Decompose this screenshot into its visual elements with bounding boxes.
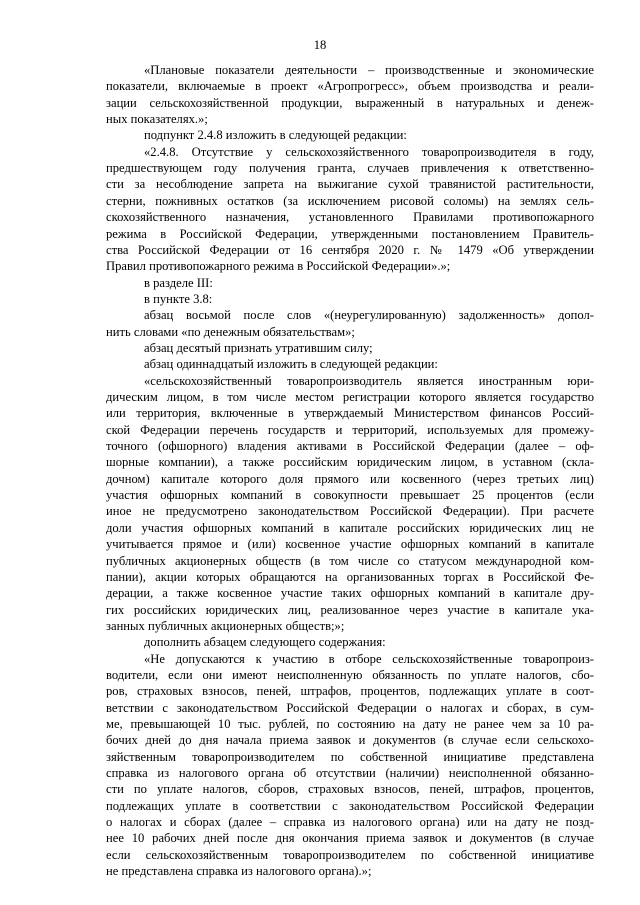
text-line: участия офшорных компаний в совокупности превышает 25 процентов (если — [106, 488, 594, 503]
text-line: точного (офшорного) владения активами в Российской Федерации (далее – оф- — [106, 439, 594, 454]
text-line: публичных акционерных обществ (в том числе со статусом международной ком- — [106, 553, 594, 568]
text-line: ства Российской Федерации от 16 сентября 2020 г. № 1479 «Об утверждении — [106, 242, 594, 257]
text-line: Правил противопожарного режима в Российской Федерации».»; — [106, 259, 451, 274]
text-line: дическим лицом, в том числе местом регистрации которого является государство — [106, 390, 594, 404]
text-line: бочих дней до дня начала приема заявок и документов (в случае если сельскохо- — [106, 733, 594, 748]
text-line: предшествующем году получения гранта, случаев привлечения к ответственно- — [106, 161, 594, 176]
text-line: абзац одиннадцатый изложить в следующей редакции: — [144, 357, 438, 372]
text-line: «сельскохозяйственный товаропроизводитель является иностранным юри- — [144, 373, 594, 388]
text-line: ных показателях.»; — [106, 112, 208, 127]
text-line: абзац восьмой после слов «(неурегулированную) задолженность» допол- — [144, 308, 594, 323]
text-line: дополнить абзацем следующего содержания: — [144, 635, 386, 650]
text-line: ской Федерации перечень государств и территорий, используемых для промежу- — [106, 422, 594, 437]
text-line: «2.4.8. Отсутствие у сельскохозяйственного товаропроизводителя в году, — [144, 144, 594, 159]
text-line: иное не предусмотрено законодательством Российской Федерации). При расчете — [106, 504, 594, 519]
text-line: сти за несоблюдение запрета на выжигание сухой травянистой растительности, — [106, 177, 594, 192]
text-line: доли участия офшорных компаний в капитале российских юридических лиц не — [106, 520, 594, 535]
text-line: если сельскохозяйственным товаропроизводителем по собственной инициативе — [106, 847, 594, 862]
text-line: нее 10 рабочих дней после дня окончания приема заявок и документов (в случае — [106, 831, 594, 846]
text-line: сти по уплате налогов, сборов, страховых взносов, пеней, штрафов, процентов, — [106, 782, 594, 797]
text-line: абзац десятый признать утратившим силу; — [144, 340, 373, 355]
text-line: в разделе III: — [144, 275, 213, 290]
text-line: шорные компании), а также российским юридическим лицом, в уставном (скла- — [106, 455, 594, 470]
text-line: «Не допускаются к участию в отборе сельскохозяйственные товаропроиз- — [144, 651, 594, 666]
text-line: дочном) капитале которого доля прямого или косвенного (через третьих лиц) — [106, 471, 594, 486]
text-line: подлежащих уплате в соответствии с законодательством Российской Федерации — [106, 798, 594, 813]
text-line: подпункт 2.4.8 изложить в следующей редакции: — [144, 128, 407, 143]
text-line: гих российских юридических лиц, реализованное через участие в капитале ука- — [106, 602, 594, 617]
text-line: скохозяйственного назначения, установленного Правилами противопожарного — [106, 210, 594, 225]
text-line: учитывается прямое и (или) косвенное участие офшорных компаний в капитале — [106, 537, 594, 552]
text-line: справка из налогового органа об отсутствии (наличии) неисполненной обязанно- — [106, 766, 594, 781]
text-line: стерни, пожнивных остатков (за исключением рисовой соломы) на землях сель- — [106, 193, 594, 208]
text-line: или территория, включенные в утверждаемый Министерством финансов Россий- — [106, 406, 594, 421]
text-line: показатели, включаемые в проект «Агропрогресс», объем производства и реали- — [106, 79, 594, 94]
page-number: 18 — [313, 38, 327, 52]
text-line: водители, если они имеют неисполненную обязанность по уплате налогов, сбо- — [106, 667, 594, 682]
text-line: занных публичных акционерных обществ;»; — [106, 618, 345, 633]
text-line: «Плановые показатели деятельности – производственные и экономические — [144, 63, 594, 77]
text-line: пании), акции которых обращаются на организованных торгах в Российской Фе- — [106, 569, 594, 584]
text-line: в пункте 3.8: — [144, 291, 213, 306]
text-line: нить словами «по денежным обязательствам»; — [106, 324, 355, 339]
text-line: дерации, а также косвенное участие таких офшорных компаний в капитале дру- — [106, 586, 594, 601]
text-line: зации сельскохозяйственной продукции, выраженный в натуральных и денеж- — [106, 95, 594, 110]
text-line: о налогах и сборах (далее – справка из налогового органа) или на дату не позд- — [106, 815, 594, 830]
text-line: ров, страховых взносов, пеней, штрафов, процентов, подлежащих уплате в соот- — [106, 684, 594, 699]
text-line: зяйственным товаропроизводителем по собственной инициативе представлена — [106, 749, 594, 764]
text-line: не представлена справка из налогового органа).»; — [106, 864, 372, 879]
text-line: режима в Российской Федерации, утвержденными постановлением Правитель- — [106, 226, 594, 241]
text-line: ме, превышающей 10 тыс. рублей, по состоянию на дату не ранее чем за 10 ра- — [106, 717, 594, 731]
text-line: ветствии с законодательством Российской Федерации о налогах и сборах, в сум- — [106, 700, 594, 715]
